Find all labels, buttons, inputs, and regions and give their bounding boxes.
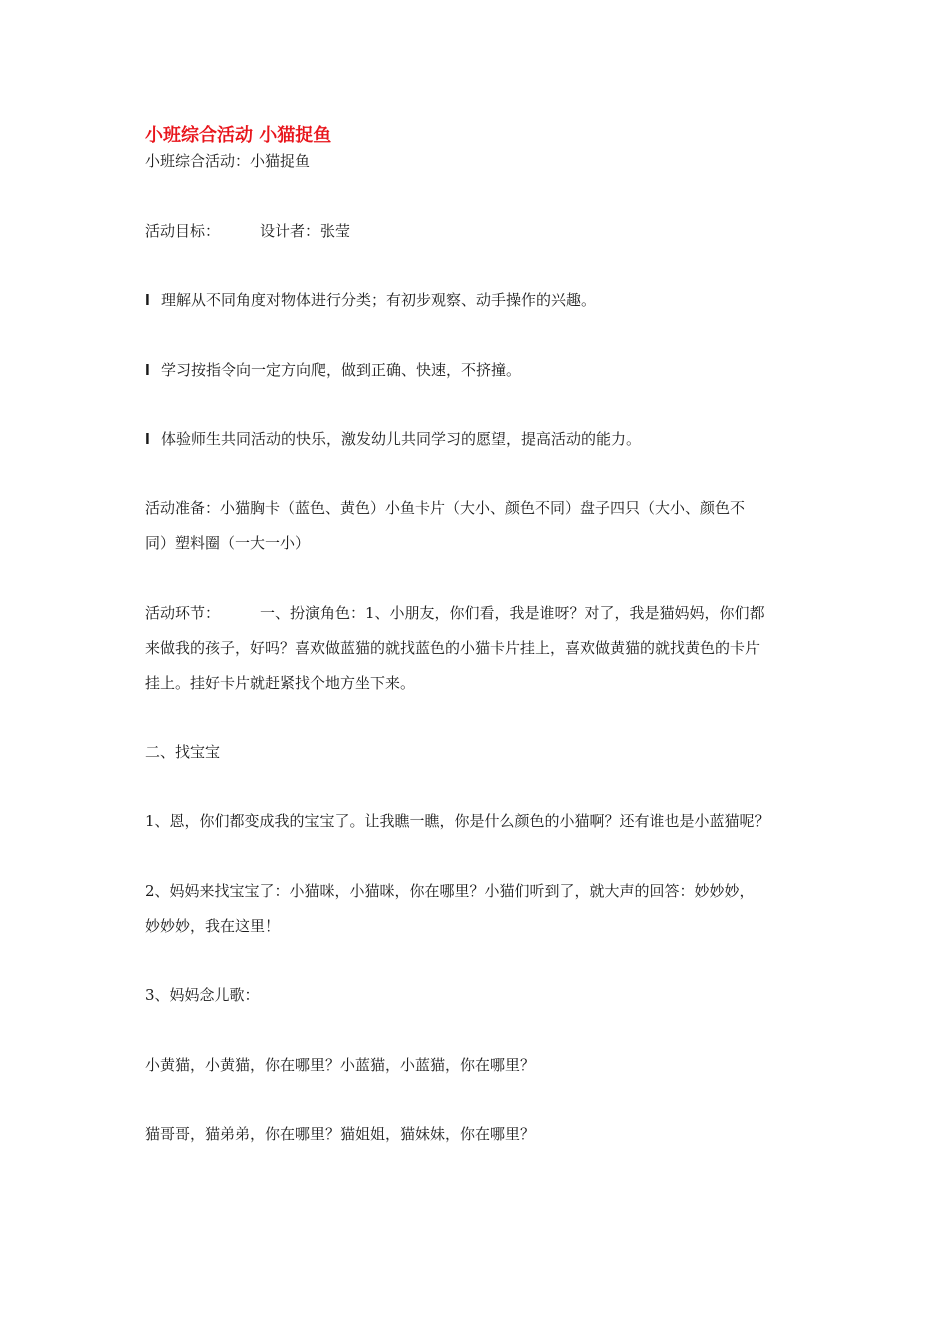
procedure-line [145, 596, 815, 630]
procedure-text: 一、扮演角色：1、小朋友，你们看，我是谁呀？对了，我是猫妈妈，你们都 [260, 604, 765, 622]
step-paragraph: 2、妈妈来找宝宝了：小猫咪，小猫咪，你在哪里？小猫们听到了，就大声的回答：妙妙妙， [145, 882, 755, 900]
designer-credit: 设计者：张莹 [260, 222, 351, 240]
preparation-line: 同）塑料圈（一大一小） [145, 534, 311, 552]
goal-item [145, 422, 815, 457]
step-paragraph: 3、妈妈念儿歌： [145, 986, 260, 1004]
step-paragraph: 1、恩，你们都变成我的宝宝了。让我瞧一瞧，你是什么颜色的小猫啊？还有谁也是小蓝猫呢？ [145, 812, 770, 830]
bullet-marker: l [145, 432, 150, 448]
procedure-line: 挂上。挂好卡片就赶紧找个地方坐下来。 [145, 674, 416, 692]
section-heading: 二、找宝宝 [145, 743, 221, 761]
document-title: 小班综合活动 小猫捉鱼 [145, 125, 332, 146]
procedure-line: 来做我的孩子，好吗？喜欢做蓝猫的就找蓝色的小猫卡片挂上，喜欢做黄猫的就找黄色的卡片 [145, 639, 761, 657]
document-subtitle: 小班综合活动：小猫捉鱼 [145, 152, 311, 170]
goal-item [145, 283, 815, 318]
rhyme-line: 小黄猫，小黄猫，你在哪里？小蓝猫，小蓝猫，你在哪里？ [145, 1056, 536, 1074]
goal-text: 学习按指令向一定方向爬，做到正确、快速，不挤撞。 [161, 361, 522, 379]
goal-item [145, 353, 815, 388]
bullet-marker: l [145, 363, 150, 379]
goal-text: 体验师生共同活动的快乐，激发幼儿共同学习的愿望，提高活动的能力。 [161, 430, 642, 448]
bullet-marker: l [145, 293, 150, 309]
step-paragraph: 妙妙妙，我在这里！ [145, 917, 281, 935]
preparation-line: 活动准备：小猫胸卡（蓝色、黄色）小鱼卡片（大小、颜色不同）盘子四只（大小、颜色不 [145, 499, 746, 517]
goal-text: 理解从不同角度对物体进行分类；有初步观察、动手操作的兴趣。 [161, 291, 597, 309]
goals-header-line [145, 214, 815, 248]
rhyme-line: 猫哥哥，猫弟弟，你在哪里？猫姐姐，猫妹妹，你在哪里？ [145, 1125, 536, 1143]
goals-label: 活动目标： [145, 222, 221, 240]
procedure-label: 活动环节： [145, 604, 221, 622]
